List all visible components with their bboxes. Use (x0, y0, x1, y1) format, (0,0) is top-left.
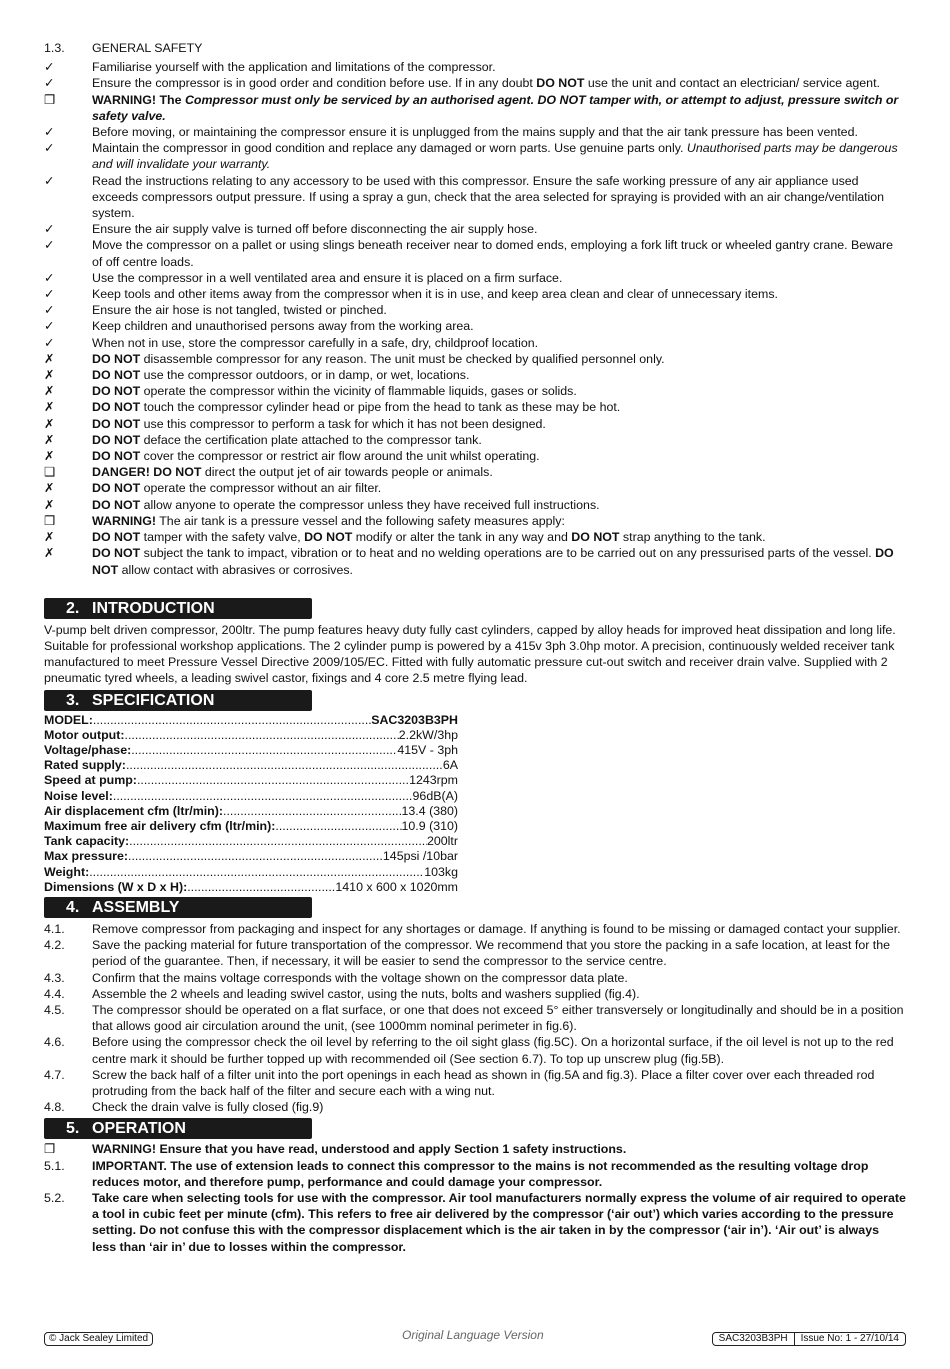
section-number: 3. (66, 691, 80, 709)
introduction-heading-bar (44, 598, 312, 619)
safety-text: DO NOT cover the compressor or restrict air flow around the unit whilst operating. (92, 449, 540, 464)
spec-value: 13.4 (380) (401, 803, 458, 818)
safety-marker: ❒ (44, 513, 56, 528)
assembly-marker: 4.1. (44, 921, 65, 936)
safety-marker: ✗ (44, 384, 55, 399)
spec-leader-dots (275, 819, 401, 834)
operation-text: IMPORTANT. The use of extension leads to connect this compressor to the mains is not recommended as the resulting voltage drop reduces motor, and therefore pump, performance and could damage your compressor. (92, 1158, 869, 1189)
spec-row (44, 789, 458, 804)
general-safety-heading (44, 40, 906, 56)
general-safety-list (44, 59, 906, 578)
spec-leader-dots (131, 743, 397, 758)
safety-marker: ✓ (44, 319, 55, 334)
safety-text: DO NOT subject the tank to impact, vibration or to heat and no welding operations are to be carried out on any pressurised parts of the vessel. DO NOT allow contact with abrasives or corrosives. (92, 546, 894, 577)
safety-item (44, 124, 906, 140)
safety-marker: ✓ (44, 222, 55, 237)
safety-marker: ✗ (44, 481, 55, 496)
assembly-text: Screw the back half of a filter unit into the port openings in each head as shown in (fig.5A and fig.3). Place a filter cover over each threaded rod protruding from the back half of the filter and secure each with a wing nut. (92, 1067, 875, 1098)
spec-leader-dots (89, 865, 424, 880)
safety-marker: ✗ (44, 368, 55, 383)
safety-item (44, 432, 906, 448)
safety-item (44, 173, 906, 222)
safety-marker: ✓ (44, 60, 55, 75)
assembly-text: Check the drain valve is fully closed (fig.9) (92, 1100, 324, 1115)
spec-value: 415V - 3ph (397, 742, 458, 757)
page-footer (44, 1326, 906, 1346)
safety-marker: ✗ (44, 449, 55, 464)
operation-item (44, 1158, 906, 1190)
spec-leader-dots (93, 713, 371, 728)
safety-text: DO NOT operate the compressor within the vicinity of flammable liquids, gases or solids. (92, 384, 577, 399)
safety-marker: ✓ (44, 76, 55, 91)
safety-marker: ✓ (44, 238, 55, 253)
assembly-item (44, 921, 906, 937)
safety-marker: ✗ (44, 416, 55, 431)
section-number: 2. (66, 599, 80, 617)
assembly-marker: 4.7. (44, 1067, 65, 1082)
introduction-text: V-pump belt driven compressor, 200ltr. The pump features heavy duty fully cast cylinders, capped by alloy heads for improved heat dissipation and long life. Suitable for professional workshop applications. The 2 cylinder pump is powered by a 415v 3ph 3.0hp motor. A precision, continuously welded receiver tank manufactured to meet Pressure Vessel Directive 2009/105/EC. Fitted with fully automatic pressure cut-out switch and receiver drain valve. Supplied with 2 pneumatic tyred wheels, a leading swivel castor, fixings and 4 core 2.5 metre flying lead. (44, 622, 896, 686)
manual-page (44, 40, 906, 1255)
spec-value: 6A (442, 758, 458, 773)
safety-item (44, 383, 906, 399)
safety-marker: ✗ (44, 351, 55, 366)
safety-item (44, 464, 906, 480)
assembly-text: Confirm that the mains voltage corresponds with the voltage shown on the compressor data plate. (92, 970, 628, 985)
safety-marker: ❑ (44, 465, 56, 480)
assembly-item (44, 1002, 906, 1034)
safety-item (44, 318, 906, 334)
section-title: SPECIFICATION (92, 691, 215, 709)
safety-marker: ✗ (44, 530, 55, 545)
assembly-marker: 4.2. (44, 938, 65, 953)
safety-text: DO NOT touch the compressor cylinder head or pipe from the head to tank as these may be hot. (92, 400, 621, 415)
safety-text: DO NOT use this compressor to perform a task for which it has not been designed. (92, 416, 546, 431)
spec-row (44, 804, 458, 819)
safety-text: Keep children and unauthorised persons away from the working area. (92, 319, 474, 334)
issue-box (712, 1332, 906, 1346)
assembly-marker: 4.6. (44, 1035, 65, 1050)
spec-row (44, 865, 458, 880)
spec-row (44, 834, 458, 849)
section-title: OPERATION (92, 1120, 186, 1138)
operation-marker: 5.1. (44, 1158, 65, 1173)
safety-text: Ensure the air hose is not tangled, twisted or pinched. (92, 303, 387, 318)
safety-marker: ✓ (44, 173, 55, 188)
operation-item (44, 1190, 906, 1255)
operation-text: Take care when selecting tools for use with the compressor. Air tool manufacturers normally express the volume of air required to operate a tool in cubic feet per minute (cfm). This refers to free air delivered by the compressor (‘air out’) which varies according to the pressure setting. Do not confuse this with the compressor displacement which is the air taken in by the compressor (‘air in’). ‘Air out’ is always less than ‘air in’ due to losses within the compressor. (92, 1191, 906, 1254)
spec-key: Tank capacity: (44, 834, 130, 849)
spec-key: Air displacement cfm (ltr/min): (44, 803, 224, 818)
spec-value: 1410 x 600 x 1020mm (335, 879, 458, 894)
section-title: GENERAL SAFETY (92, 41, 203, 55)
safety-text: Move the compressor on a pallet or using slings beneath receiver near to domed ends, employing a fork lift truck or wheeled gantry crane. Beware of off centre loads. (92, 238, 893, 269)
assembly-marker: 4.8. (44, 1100, 65, 1115)
model-code: SAC3203B3PH (718, 1333, 788, 1344)
assembly-text: Remove compressor from packaging and inspect for any shortages or damage. If anything is found to be missing or damaged contact your supplier. (92, 921, 901, 936)
safety-text: DO NOT deface the certification plate attached to the compressor tank. (92, 432, 482, 447)
safety-item (44, 416, 906, 432)
spec-row (44, 773, 458, 788)
specification-heading-bar (44, 690, 312, 711)
safety-text: DO NOT disassemble compressor for any reason. The unit must be checked by qualified personnel only. (92, 351, 665, 366)
safety-item (44, 59, 906, 75)
spec-leader-dots (187, 880, 335, 895)
safety-marker: ✓ (44, 270, 55, 285)
safety-item (44, 448, 906, 464)
spec-leader-dots (113, 789, 413, 804)
spec-value: 1243rpm (409, 773, 458, 788)
assembly-item (44, 1067, 906, 1099)
safety-text: DO NOT use the compressor outdoors, or in damp, or wet, locations. (92, 368, 470, 383)
safety-item (44, 351, 906, 367)
safety-text: Maintain the compressor in good condition and replace any damaged or worn parts. Use genuine parts only. Unauthorised parts may be dangerous and will invalidate your warranty. (92, 141, 898, 172)
assembly-text: The compressor should be operated on a flat surface, or one that does not exceed 5° either transversely or longitudinally and should be in a position that allows good air circulation around the unit, (see 1000mm nominal perimeter in fig.6). (92, 1002, 904, 1034)
spec-key: Noise level: (44, 788, 113, 803)
assembly-marker: 4.3. (44, 970, 65, 985)
spec-row (44, 758, 458, 773)
spec-value: 200ltr (427, 834, 458, 849)
spec-leader-dots (128, 849, 383, 864)
assembly-text: Before using the compressor check the oil level by referring to the oil sight glass (fig.5C). On a horizontal surface, if the oil level is not up to the red centre mark it should be further topped up with recommended oil (See section 6.7). To top up unscrew plug (fig.5B). (92, 1035, 894, 1066)
safety-item (44, 545, 906, 577)
introduction-section (44, 598, 906, 687)
section-number: 1.3. (44, 41, 65, 55)
specification-section (44, 690, 906, 895)
safety-text: WARNING! The Compressor must only be serviced by an authorised agent. DO NOT tamper with, or attempt to adjust, pressure switch or safety valve. (92, 92, 899, 123)
safety-text: Ensure the air supply valve is turned off before disconnecting the air supply hose. (92, 222, 538, 237)
safety-item (44, 480, 906, 496)
issue-number: Issue No: 1 - 27/10/14 (794, 1333, 905, 1345)
safety-text: Use the compressor in a well ventilated area and ensure it is placed on a firm surface. (92, 270, 563, 285)
operation-text: WARNING! Ensure that you have read, understood and apply Section 1 safety instructions. (92, 1142, 627, 1157)
section-number: 4. (66, 898, 80, 916)
safety-text: Ensure the compressor is in good order and condition before use. If in any doubt DO NOT use the unit and contact an electrician/ service agent. (92, 76, 880, 91)
assembly-item (44, 1034, 906, 1066)
assembly-heading-bar (44, 897, 312, 918)
spec-value: 96dB(A) (412, 788, 458, 803)
spec-leader-dots (137, 773, 409, 788)
safety-item (44, 529, 906, 545)
spec-key: Rated supply: (44, 758, 126, 773)
safety-item (44, 367, 906, 383)
section-title: INTRODUCTION (92, 599, 215, 617)
spec-value: 10.9 (310) (401, 818, 458, 833)
spec-key: MODEL: (44, 712, 93, 727)
safety-text: Read the instructions relating to any accessory to be used with this compressor. Ensure the safe working pressure of any air appliance used exceeds compressors output pressure. If using a spray a gun, check that the area selected for spraying is provided with an air change/ventilation system. (92, 173, 885, 221)
safety-item (44, 513, 906, 529)
safety-marker: ✓ (44, 287, 55, 302)
assembly-text: Assemble the 2 wheels and leading swivel castor, using the nuts, bolts and washers supplied (fig.4). (92, 986, 640, 1001)
safety-text: When not in use, store the compressor carefully in a safe, dry, childproof location. (92, 335, 539, 350)
safety-item (44, 497, 906, 513)
safety-marker: ✓ (44, 141, 55, 156)
operation-item (44, 1141, 906, 1157)
safety-marker: ✓ (44, 303, 55, 318)
safety-item (44, 286, 906, 302)
language-version: Original Language Version (402, 1328, 544, 1342)
safety-marker: ✗ (44, 400, 55, 415)
safety-marker: ✗ (44, 497, 55, 512)
safety-item (44, 270, 906, 286)
spec-value: 103kg (424, 864, 458, 879)
safety-item (44, 221, 906, 237)
assembly-item (44, 986, 906, 1002)
spec-key: Motor output: (44, 727, 125, 742)
safety-text: DANGER! DO NOT direct the output jet of air towards people or animals. (92, 465, 493, 480)
safety-text: Familiarise yourself with the application and limitations of the compressor. (92, 60, 496, 75)
spec-key: Voltage/phase: (44, 742, 132, 757)
safety-item (44, 237, 906, 269)
spec-row (44, 743, 458, 758)
spec-value: 2.2kW/3hp (398, 727, 458, 742)
spec-leader-dots (223, 804, 402, 819)
safety-marker: ✓ (44, 125, 55, 140)
operation-heading-bar (44, 1118, 312, 1139)
spec-leader-dots (129, 834, 427, 849)
safety-item (44, 302, 906, 318)
spec-row (44, 713, 458, 728)
section-number: 5. (66, 1120, 80, 1138)
assembly-steps (44, 921, 906, 1115)
spec-leader-dots (125, 728, 399, 743)
safety-text: DO NOT tamper with the safety valve, DO NOT modify or alter the tank in any way and DO NOT strap anything to the tank. (92, 530, 766, 545)
safety-text: Before moving, or maintaining the compressor ensure it is unplugged from the mains supply and that the air tank pressure has been vented. (92, 125, 858, 140)
spec-key: Max pressure: (44, 849, 129, 864)
spec-row (44, 819, 458, 834)
spec-row (44, 849, 458, 864)
spec-key: Speed at pump: (44, 773, 137, 788)
safety-text: Keep tools and other items away from the compressor when it is in use, and keep area clean and clear of unnecessary items. (92, 287, 778, 302)
section-title: ASSEMBLY (92, 898, 180, 916)
safety-marker: ✗ (44, 546, 55, 561)
safety-text: DO NOT allow anyone to operate the compressor unless they have received full instructions. (92, 497, 600, 512)
spec-leader-dots (126, 758, 443, 773)
safety-item (44, 335, 906, 351)
assembly-section (44, 897, 906, 1115)
spec-row (44, 728, 458, 743)
assembly-marker: 4.5. (44, 1002, 65, 1017)
safety-item (44, 140, 906, 172)
assembly-item (44, 970, 906, 986)
spec-key: Dimensions (W x D x H): (44, 879, 188, 894)
assembly-marker: 4.4. (44, 986, 65, 1001)
safety-marker: ✓ (44, 335, 55, 350)
safety-item (44, 75, 906, 91)
operation-steps (44, 1141, 906, 1254)
operation-marker: 5.2. (44, 1191, 65, 1205)
operation-section (44, 1118, 906, 1254)
safety-text: WARNING! The air tank is a pressure vessel and the following safety measures apply: (92, 513, 565, 528)
safety-marker: ✗ (44, 432, 55, 447)
spec-row (44, 880, 458, 895)
assembly-item (44, 937, 906, 969)
spec-key: Maximum free air delivery cfm (ltr/min): (44, 818, 276, 833)
operation-marker: ❒ (44, 1142, 56, 1157)
spec-value: 145psi /10bar (382, 849, 458, 864)
safety-item (44, 92, 906, 124)
safety-text: DO NOT operate the compressor without an air filter. (92, 481, 382, 496)
spec-key: Weight: (44, 864, 90, 879)
copyright-label: © Jack Sealey Limited (44, 1332, 153, 1346)
assembly-text: Save the packing material for future transportation of the compressor. We recommend that you store the packing in a safe location, at least for the period of the guarantee. Then, if necessary, it will be easier to send the compressor to the service centre. (92, 938, 891, 969)
safety-marker: ❒ (44, 92, 56, 107)
specification-table (44, 713, 458, 895)
spec-value: SAC3203B3PH (371, 712, 458, 727)
assembly-item (44, 1099, 906, 1115)
safety-item (44, 399, 906, 415)
